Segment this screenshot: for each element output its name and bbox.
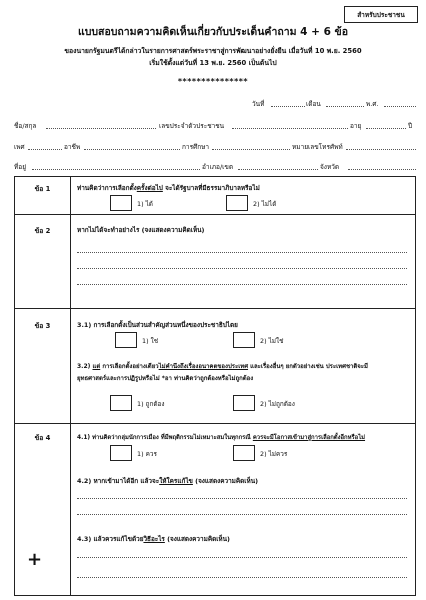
plus-icon: + xyxy=(27,549,43,570)
district-field[interactable] xyxy=(238,169,318,170)
month-label: เดือน xyxy=(306,100,321,108)
question-1-number: ข้อ 1 xyxy=(34,185,51,193)
name-field[interactable] xyxy=(46,128,156,129)
question-2-text: หากไม่ได้จะทำอย่างไร (จงแสดงความคิดเห็น) xyxy=(77,226,205,234)
q1-option-1-checkbox[interactable] xyxy=(110,195,132,211)
occupation-label: อาชีพ xyxy=(64,143,81,151)
date-label: วันที่ xyxy=(252,100,265,108)
question-4-2-text: 4.2) หากเข้ามาได้อีก แล้วจะให้ใครแก้ไข (จงแสดงความคิดเห็น) xyxy=(77,477,258,485)
q3-2-option-1-label: 1) ถูกต้อง xyxy=(137,400,165,408)
age-label: อายุ xyxy=(350,122,362,130)
form-start-date: เริ่มใช้ตั้งแต่วันที่ 13 พ.ย. 2560 เป็นต้นไป xyxy=(149,59,277,67)
id-card-label: เลขประจำตัวประชาชน xyxy=(159,122,225,130)
question-4-1-text: 4.1) ท่านคิดว่ากลุ่มนักการเมือง ที่มีพฤติกรรมไม่เหมาะสมในทุกกรณี ควรจะมีโอกาสเข้ามาสู่การเลือกตั้งอีกหรือไม่ xyxy=(77,435,366,441)
q1-option-1-label: 1) ได้ xyxy=(137,200,153,208)
q4-1-option-2-checkbox[interactable] xyxy=(233,445,255,461)
audience-tag: สำหรับประชาชน xyxy=(344,6,418,23)
question-1-text: ท่านคิดว่าการเลือกตั้งครั้งต่อไป จะได้รัฐบาลที่มีธรรมาภิบาลหรือไม่ xyxy=(77,184,260,192)
q3-1-option-1-label: 1) ใช่ xyxy=(142,337,159,345)
question-table xyxy=(14,176,416,596)
table-column-divider xyxy=(70,177,71,595)
education-label: การศึกษา xyxy=(182,143,210,151)
province-field[interactable] xyxy=(348,169,416,170)
year-field[interactable] xyxy=(384,106,416,107)
question-3-1-text: 3.1) การเลือกตั้งเป็นส่วนสำคัญส่วนหนึ่งของประชาธิปไตย xyxy=(77,321,238,329)
q4-3-answer-line[interactable] xyxy=(77,557,407,558)
phone-label: หมายเลขโทรศัพท์ xyxy=(292,143,343,151)
question-2-number: ข้อ 2 xyxy=(34,227,51,235)
q4-2-answer-line[interactable] xyxy=(77,498,407,499)
question-3-2-text: 3.2) แต่ การเลือกตั้งอย่างเดียวไม่คำนึงถึงเรื่องอนาคตของประเทศ และเรื่องอื่นๆ ยกตัวอย่างเช่น ประเทศชาติจะมี xyxy=(77,363,368,370)
question-3-number: ข้อ 3 xyxy=(34,322,51,330)
q4-1-option-2-label: 2) ไม่ควร xyxy=(260,450,288,458)
age-unit: ปี xyxy=(408,122,413,130)
q3-2-option-1-checkbox[interactable] xyxy=(110,395,132,411)
row-divider xyxy=(15,308,415,309)
q3-1-option-2-label: 2) ไม่ใช่ xyxy=(260,337,284,345)
sex-field[interactable] xyxy=(28,149,62,150)
address-label: ที่อยู่ xyxy=(14,163,26,171)
province-label: จังหวัด xyxy=(320,163,340,171)
address-field[interactable] xyxy=(32,169,200,170)
form-subtitle: ของนายกรัฐมนตรีได้กล่าวในรายการศาสตร์พระราชาสู่การพัฒนาอย่างยั่งยืน เมื่อวันที่ 10 พ.ย. 2560 xyxy=(64,47,362,55)
row-divider xyxy=(15,214,415,215)
separator-stars: *************** xyxy=(177,77,249,86)
form-title: แบบสอบถามความคิดเห็นเกี่ยวกับประเด็นคำถาม 4 + 6 ข้อ xyxy=(77,26,349,38)
name-label: ชื่อ/สกุล xyxy=(14,122,37,130)
q1-option-2-checkbox[interactable] xyxy=(226,195,248,211)
age-field[interactable] xyxy=(366,128,406,129)
year-label: พ.ศ. xyxy=(366,100,379,108)
q2-answer-line[interactable] xyxy=(77,284,407,285)
question-4-3-text: 4.3) แล้วควรแก้ไขด้วยวิธีอะไร (จงแสดงความคิดเห็น) xyxy=(77,535,230,543)
q4-1-option-1-label: 1) ควร xyxy=(137,450,157,458)
q4-1-option-1-checkbox[interactable] xyxy=(110,445,132,461)
row-divider xyxy=(15,423,415,424)
month-field[interactable] xyxy=(326,106,364,107)
occupation-field[interactable] xyxy=(84,149,180,150)
q1-option-2-label: 2) ไม่ได้ xyxy=(253,200,277,208)
district-label: อำเภอ/เขต xyxy=(202,163,234,171)
q2-answer-line[interactable] xyxy=(77,252,407,253)
question-3-2-text-line-2: ยุทธศาสตร์และการปฏิรูปหรือไม่ *อา ท่านคิดว่าถูกต้องหรือไม่ถูกต้อง xyxy=(77,375,254,382)
date-field[interactable] xyxy=(271,106,305,107)
q4-2-answer-line[interactable] xyxy=(77,514,407,515)
id-card-field[interactable] xyxy=(232,128,348,129)
question-4-number: ข้อ 4 xyxy=(34,434,51,442)
phone-field[interactable] xyxy=(346,149,416,150)
q3-2-option-2-checkbox[interactable] xyxy=(233,395,255,411)
q4-3-answer-line[interactable] xyxy=(77,577,407,578)
q3-2-option-2-label: 2) ไม่ถูกต้อง xyxy=(260,400,295,408)
q3-1-option-1-checkbox[interactable] xyxy=(115,332,137,348)
q3-1-option-2-checkbox[interactable] xyxy=(233,332,255,348)
education-field[interactable] xyxy=(212,149,290,150)
q2-answer-line[interactable] xyxy=(77,268,407,269)
sex-label: เพศ xyxy=(14,143,25,151)
